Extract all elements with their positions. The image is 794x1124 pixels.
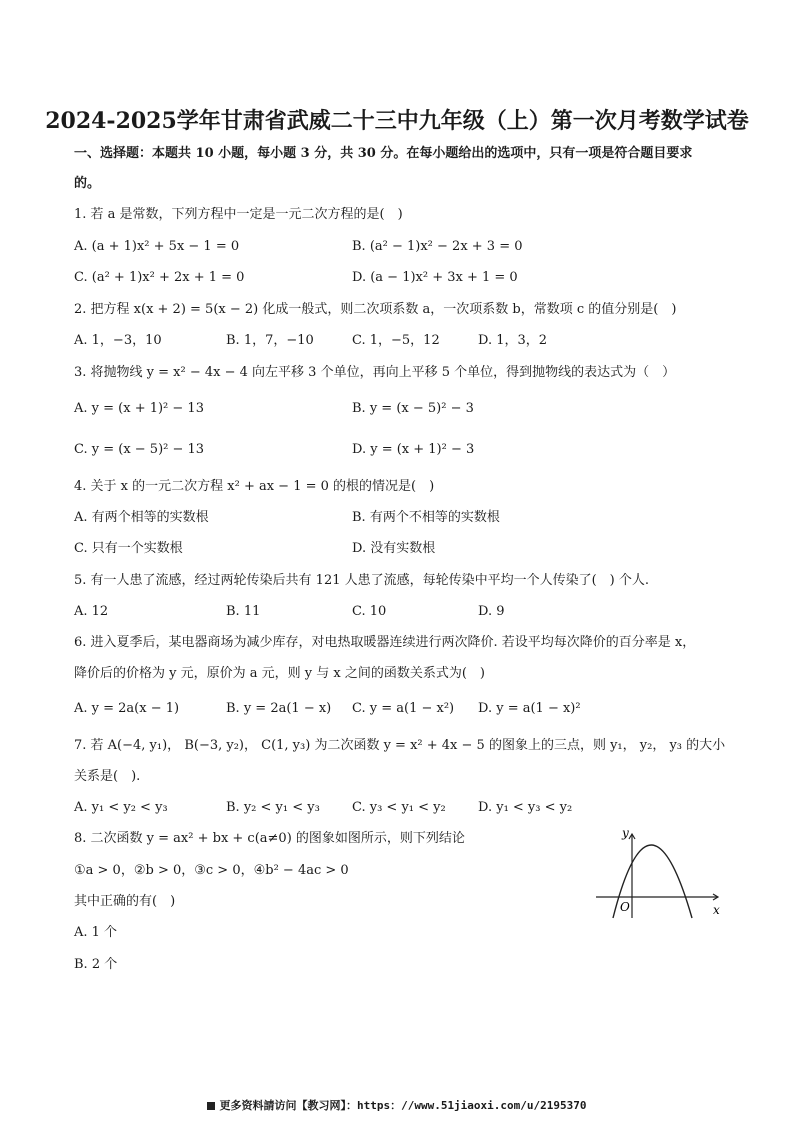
q7-option-c: C. y₃ < y₁ < y₂ [352,800,446,815]
q6-option-c: C. y = a(1 − x²) [352,701,455,716]
q6-stem-line1: 6. 进入夏季后，某电器商场为减少库存，对电热取暖器连续进行两次降价. 若设平均每次降价的百分率是 x， [74,635,696,650]
q1-option-b: B. (a² − 1)x² − 2x + 3 = 0 [352,239,523,254]
footer-text[interactable]: 更多资料請访问【教习网】：https：//www.51jiaoxi.com/u/2195370 [219,1099,587,1112]
q5-option-d: D. 9 [478,604,505,619]
q1-stem: 1. 若 a 是常数，下列方程中一定是一元二次方程的是( ) [74,207,403,222]
flag-icon [207,1102,215,1110]
q2-stem: 2. 把方程 x(x + 2) = 5(x − 2) 化成一般式，则二次项系数 a，一次项系数 b，常数项 c 的值分别是( ) [74,302,677,317]
q3-option-a: A. y = (x + 1)² − 13 [74,401,204,416]
origin-label: O [620,900,630,914]
q1-option-d: D. (a − 1)x² + 3x + 1 = 0 [352,270,518,285]
q7-option-d: D. y₁ < y₃ < y₂ [478,800,573,815]
q7-option-b: B. y₂ < y₁ < y₃ [226,800,320,815]
q6-option-a: A. y = 2a(x − 1) [74,701,180,716]
q2-option-b: B. 1，7，−10 [226,333,314,348]
q2-option-d: D. 1，3，2 [478,333,548,348]
q8-option-a: A. 1 个 [74,925,118,940]
q4-option-c: C. 只有一个实数根 [74,541,183,556]
q8-conditions: ①a > 0，②b > 0，③c > 0，④b² − 4ac > 0 [74,863,349,878]
q3-option-c: C. y = (x − 5)² − 13 [74,442,205,457]
q3-option-d: D. y = (x + 1)² − 3 [352,442,475,457]
q2-option-c: C. 1，−5，12 [352,333,440,348]
section-header-line1: 一、选择题：本题共 10 小题，每小题 3 分，共 30 分。在每小题给出的选项中，只有一项是符合题目要求 [74,146,693,161]
q2-option-a: A. 1，−3，10 [74,333,162,348]
q5-option-b: B. 11 [226,604,261,619]
q6-stem-line2: 降价后的价格为 y 元，原价为 a 元，则 y 与 x 之间的函数关系式为( ) [74,666,485,681]
parabola-graph [596,826,726,922]
q4-stem: 4. 关于 x 的一元二次方程 x² + ax − 1 = 0 的根的情况是( ) [74,479,435,494]
page-title: 2024-2025学年甘肃省武威二十三中九年级（上）第一次月考数学试卷 [45,108,749,134]
q1-option-a: A. (a + 1)x² + 5x − 1 = 0 [74,239,240,254]
q7-stem-line1: 7. 若 A(−4, y₁)， B(−3, y₂)， C(1, y₃) 为二次函数 y = x² + 4x − 5 的图象上的三点，则 y₁， y₂， y₃ 的大小 [74,738,726,753]
q3-option-b: B. y = (x − 5)² − 3 [352,401,474,416]
x-axis-label: x [713,903,720,917]
section-header-line2: 的。 [74,176,101,191]
q8-ask: 其中正确的有( ) [74,894,176,909]
q6-option-d: D. y = a(1 − x)² [478,701,581,716]
y-axis-label: y [622,826,629,840]
q3-stem: 3. 将抛物线 y = x² − 4x − 4 向左平移 3 个单位，再向上平移 5 个单位，得到抛物线的表达式为（ ） [74,365,676,380]
q5-option-c: C. 10 [352,604,387,619]
q5-option-a: A. 12 [74,604,109,619]
q7-stem-line2: 关系是( ). [74,769,141,784]
q5-stem: 5. 有一人患了流感，经过两轮传染后共有 121 人患了流感，每轮传染中平均一个人传染了( ) 个人. [74,573,650,588]
q4-option-d: D. 没有实数根 [352,541,436,556]
q7-option-a: A. y₁ < y₂ < y₃ [74,800,168,815]
q8-stem: 8. 二次函数 y = ax² + bx + c(a≠0) 的图象如图所示，则下列结论 [74,831,465,846]
footer [0,1097,794,1113]
q6-option-b: B. y = 2a(1 − x) [226,701,332,716]
q8-option-b: B. 2 个 [74,957,118,972]
q4-option-b: B. 有两个不相等的实数根 [352,510,500,525]
q4-option-a: A. 有两个相等的实数根 [74,510,209,525]
q1-option-c: C. (a² + 1)x² + 2x + 1 = 0 [74,270,245,285]
